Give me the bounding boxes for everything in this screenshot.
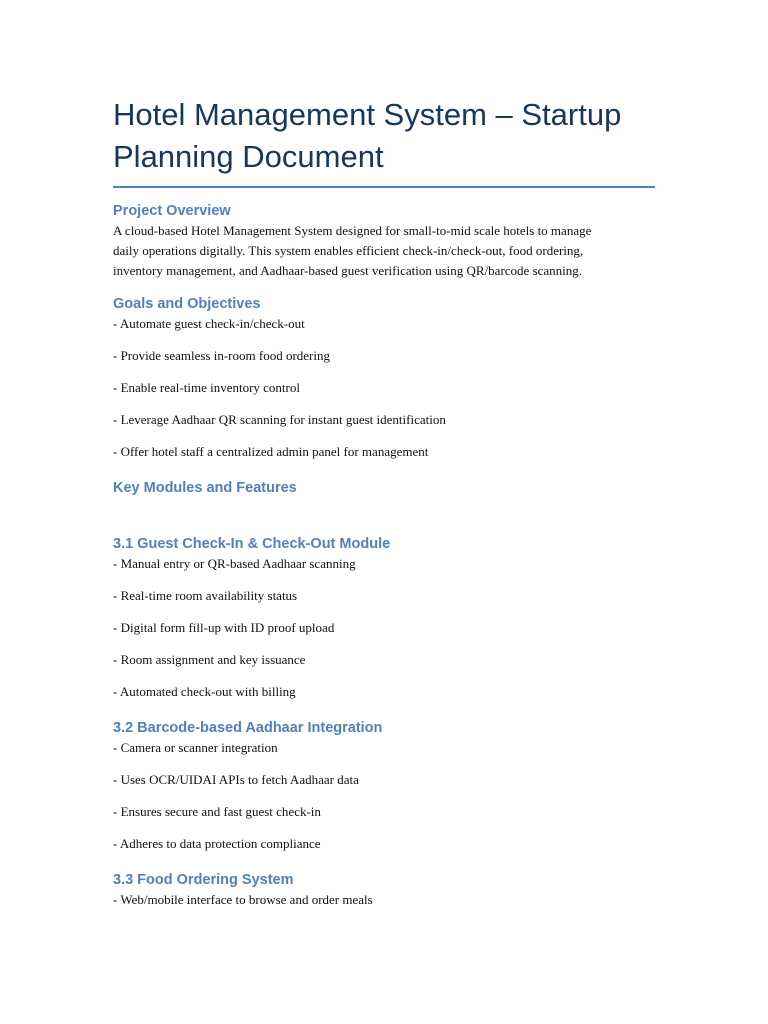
- section-goals: [113, 294, 658, 462]
- list-item: - Adheres to data protection compliance: [113, 836, 321, 851]
- list-item: - Uses OCR/UIDAI APIs to fetch Aadhaar data: [113, 772, 359, 787]
- goals-list: [113, 314, 658, 462]
- section-key-modules: [113, 478, 658, 498]
- list-item: - Real-time room availability status: [113, 588, 298, 603]
- section-food-ordering: [113, 870, 658, 910]
- document-title: Hotel Management System – Startup Planning Document: [113, 97, 622, 174]
- checkin-list: [113, 554, 658, 702]
- list-item: - Room assignment and key issuance: [113, 652, 306, 667]
- list-item: - Automate guest check-in/check-out: [113, 316, 305, 331]
- section-heading-aadhaar: 3.2 Barcode-based Aadhaar Integration: [113, 720, 383, 736]
- list-item: - Provide seamless in-room food ordering: [113, 348, 330, 363]
- title-underline: [113, 186, 655, 188]
- list-item: - Offer hotel staff a centralized admin panel for management: [113, 444, 429, 459]
- aadhaar-list: [113, 738, 658, 854]
- list-item: - Manual entry or QR-based Aadhaar scanning: [113, 556, 356, 571]
- food-list: [113, 890, 658, 910]
- list-item: - Enable real-time inventory control: [113, 380, 300, 395]
- overview-line-1: A cloud-based Hotel Management System designed for small-to-mid scale hotels to manage: [113, 223, 592, 238]
- section-heading-goals: Goals and Objectives: [113, 296, 261, 312]
- list-item: - Web/mobile interface to browse and order meals: [113, 892, 373, 907]
- section-heading-project-overview: Project Overview: [113, 203, 231, 219]
- section-heading-checkin: 3.1 Guest Check-In & Check-Out Module: [113, 536, 391, 552]
- list-item: - Automated check-out with billing: [113, 684, 296, 699]
- overview-line-2: daily operations digitally. This system enables efficient check-in/check-out, food ordering,: [113, 243, 584, 258]
- title-block: [113, 94, 658, 188]
- section-checkin-module: [113, 534, 658, 702]
- section-heading-food: 3.3 Food Ordering System: [113, 872, 294, 888]
- section-heading-key-modules: Key Modules and Features: [113, 480, 297, 496]
- list-item: - Camera or scanner integration: [113, 740, 278, 755]
- list-item: - Digital form fill-up with ID proof upload: [113, 620, 335, 635]
- list-item: - Ensures secure and fast guest check-in: [113, 804, 321, 819]
- section-project-overview: [113, 201, 658, 281]
- overview-line-3: inventory management, and Aadhaar-based guest verification using QR/barcode scanning.: [113, 263, 583, 278]
- section-aadhaar-integration: [113, 718, 658, 854]
- list-item: - Leverage Aadhaar QR scanning for instant guest identification: [113, 412, 446, 427]
